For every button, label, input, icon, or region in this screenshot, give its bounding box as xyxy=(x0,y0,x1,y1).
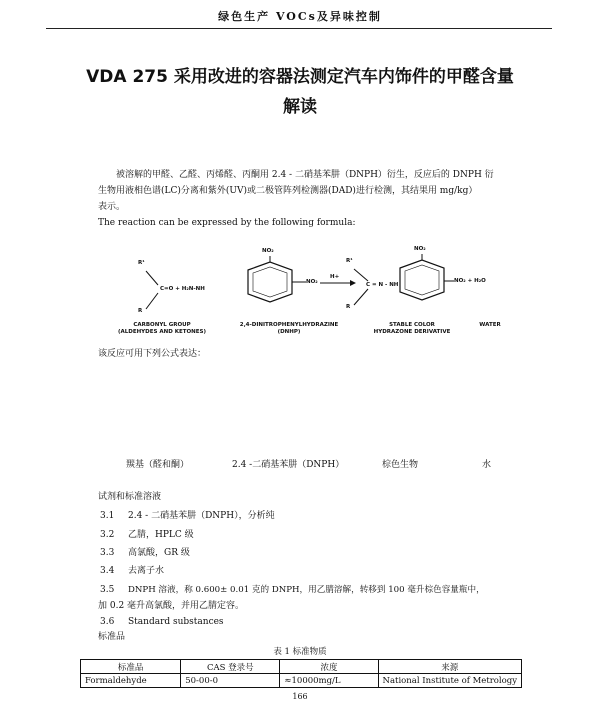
reagent-num: 3.3 xyxy=(100,548,115,558)
caption-dnph xyxy=(224,322,354,336)
reagent-num: 3.6 xyxy=(100,617,115,627)
caption-dnph-2: (DNHP) xyxy=(277,329,301,335)
carbonyl-formula: C=O + H₂N-NH xyxy=(160,286,205,292)
page-number: 166 xyxy=(292,692,308,701)
caption-stable-1: STABLE COLOR xyxy=(389,322,435,328)
bond-r1-left xyxy=(146,271,158,285)
no2-top-right-label: NO₂ xyxy=(414,246,426,252)
reagent-text: 乙腈，HPLC 级 xyxy=(128,530,194,540)
table-header-cell: 标准品 xyxy=(81,660,181,674)
reagent-text: 高氯酸，GR 级 xyxy=(128,548,190,558)
table-cell: ≈10000mg/L xyxy=(280,674,378,688)
standards-table xyxy=(80,659,522,688)
bond-r1-right xyxy=(354,269,368,281)
reagent-item xyxy=(100,564,165,579)
reagent-item xyxy=(100,509,275,524)
chinese-formula-derivative: 棕色生物 xyxy=(382,460,419,470)
reagent-num: 3.1 xyxy=(100,511,115,521)
bond-r-right xyxy=(354,289,368,305)
table-row xyxy=(81,674,522,688)
table-cell: Formaldehyde xyxy=(81,674,181,688)
intro-line-2: 生物用液相色谱(LC)分离和紫外(UV)或二极管阵列检测器(DAD)进行检测，其结果用 mg/kg） xyxy=(98,186,478,196)
running-header: 绿色生产 VOCs及异味控制 xyxy=(218,10,382,23)
caption-stable-2: HYDRAZONE DERIVATIVE xyxy=(373,329,451,335)
intro-line-3: 表示。 xyxy=(98,202,126,212)
table-header-row xyxy=(81,660,522,674)
intro-english: The reaction can be expressed by the following formula: xyxy=(98,218,356,228)
table-cell: National Institute of Metrology xyxy=(378,674,521,688)
chinese-formula-intro: 该反应可用下列公式表达： xyxy=(98,349,207,359)
catalyst-label: H+ xyxy=(330,274,340,280)
benzene-ring-right-inner xyxy=(405,265,439,295)
caption-carbonyl xyxy=(102,322,222,336)
table-header-cell: 来源 xyxy=(378,660,521,674)
r1-left-label: R¹ xyxy=(138,260,145,266)
bond-r-left xyxy=(146,293,158,309)
header-rule xyxy=(46,28,552,29)
reagent-num: 3.2 xyxy=(100,530,115,540)
product-tail-label: NO₂ + H₂O xyxy=(454,278,486,284)
reagent-num: 3.4 xyxy=(100,566,115,576)
reagent-text: DNPH 溶液，称 0.600± 0.01 克的 DNPH，用乙腈溶解，转移到 100 毫升棕色容量瓶中， xyxy=(128,585,485,595)
table-header-cell: CAS 登录号 xyxy=(181,660,280,674)
reagent-35-continued: 加 0.2 毫升高氯酸，并用乙腈定容。 xyxy=(98,601,245,611)
reaction-diagram xyxy=(98,238,518,342)
benzene-ring-left-inner xyxy=(253,267,287,297)
reagent-text: 去离子水 xyxy=(128,566,165,576)
benzene-ring-right xyxy=(400,260,444,300)
reagent-text: 2.4 - 二硝基苯肼（DNPH），分析纯 xyxy=(128,511,275,521)
chinese-formula-carbonyl: 羰基（醛和酮） xyxy=(126,460,190,470)
hydrazone-formula: C = N - NH xyxy=(366,282,399,288)
r1-right-label: R¹ xyxy=(346,258,353,264)
page-title-line-2: 解读 xyxy=(283,97,317,117)
no2-top-left-label: NO₂ xyxy=(262,248,274,254)
reagent-num: 3.5 xyxy=(100,585,115,595)
page-title-line-1: VDA 275 采用改进的容器法测定汽车内饰件的甲醛含量 xyxy=(86,67,514,87)
reagent-item xyxy=(100,583,485,598)
reagent-text: Standard substances xyxy=(128,617,224,627)
reagent-item xyxy=(100,615,224,630)
r-right-label: R xyxy=(346,304,351,310)
caption-water: WATER xyxy=(479,322,501,328)
caption-carbonyl-1: CARBONYL GROUP xyxy=(133,322,191,328)
reagent-item xyxy=(100,546,190,561)
no2-right-left-label: NO₂ xyxy=(306,279,318,285)
table-caption: 表 1 标准物质 xyxy=(273,647,327,657)
caption-dnph-1: 2,4-DINITROPHENYLHYDRAZINE xyxy=(239,322,339,328)
caption-carbonyl-2: (ALDEHYDES AND KETONES) xyxy=(117,329,206,335)
reagents-heading: 试剂和标准溶液 xyxy=(98,492,162,502)
benzene-ring-left xyxy=(248,262,292,302)
intro-line-1: 被溶解的甲醛、乙醛、丙烯醛、丙酮用 2.4 - 二硝基苯肼（DNPH）衍生，反应后的 DNPH 衍 xyxy=(116,170,494,180)
caption-stable xyxy=(360,322,464,336)
r-left-label: R xyxy=(138,308,143,314)
chinese-formula-dnph: 2.4 -二硝基苯肼（DNPH） xyxy=(232,460,345,470)
reaction-arrow-head xyxy=(350,280,356,286)
chinese-formula-water: 水 xyxy=(482,460,492,470)
reagent-item xyxy=(100,528,194,543)
standard-substances-cn: 标准品 xyxy=(98,632,126,642)
table-header-cell: 浓度 xyxy=(280,660,378,674)
table-cell: 50-00-0 xyxy=(181,674,280,688)
